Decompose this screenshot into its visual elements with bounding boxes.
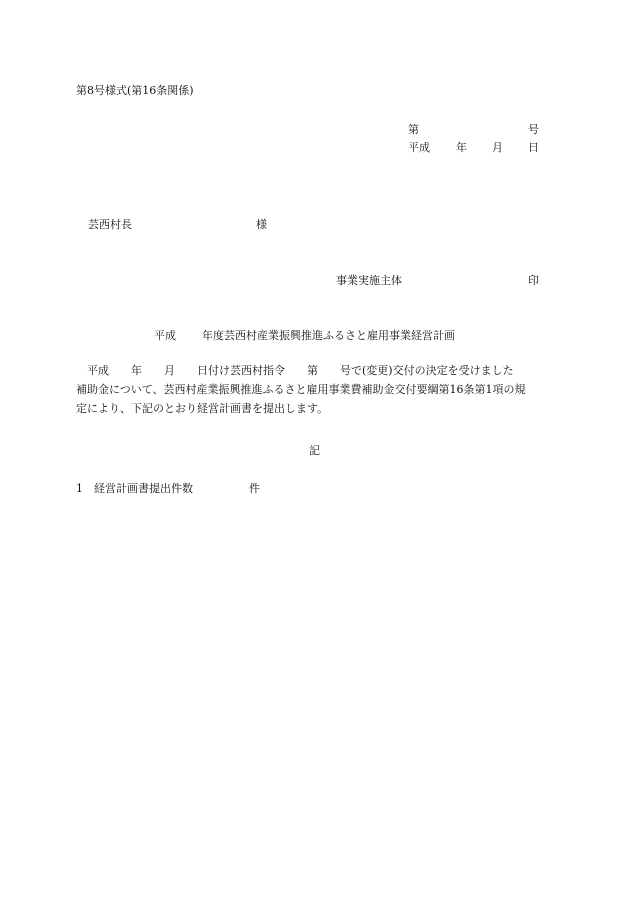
date-day-unit: 日 (528, 141, 539, 154)
item1-label: 経営計画書提出件数 (94, 482, 193, 495)
addressee-name: 芸西村長 (88, 218, 132, 231)
date-year-unit: 年 (456, 141, 467, 154)
body-paragraph (76, 361, 552, 418)
item1-unit: 件 (249, 482, 260, 495)
addressee-honorific: 様 (256, 218, 267, 231)
date-era: 平成 (408, 141, 430, 154)
ki-heading: 記 (309, 444, 320, 457)
body-line: 補助金について、芸西村産業振興推進ふるさと雇用事業費補助金交付要綱第16条第1項の規 (76, 383, 526, 396)
document-number-suffix: 号 (528, 123, 539, 136)
title-era: 平成 (154, 329, 176, 342)
body-line: 定により、下記のとおり経営計画書を提出します。 (76, 402, 329, 415)
item1-number: 1 (76, 482, 83, 495)
document-title: 年度芸西村産業振興推進ふるさと雇用事業経営計画 (202, 329, 455, 342)
applicant-label: 事業実施主体 (336, 274, 402, 287)
document-number-prefix: 第 (408, 123, 419, 136)
form-number: 第8号様式(第16条関係) (76, 84, 194, 97)
seal-mark: 印 (528, 274, 539, 287)
date-month-unit: 月 (492, 141, 503, 154)
body-line: 平成 年 月 日付け芸西村指令 第 号で(変更)交付の決定を受けました (76, 364, 514, 377)
